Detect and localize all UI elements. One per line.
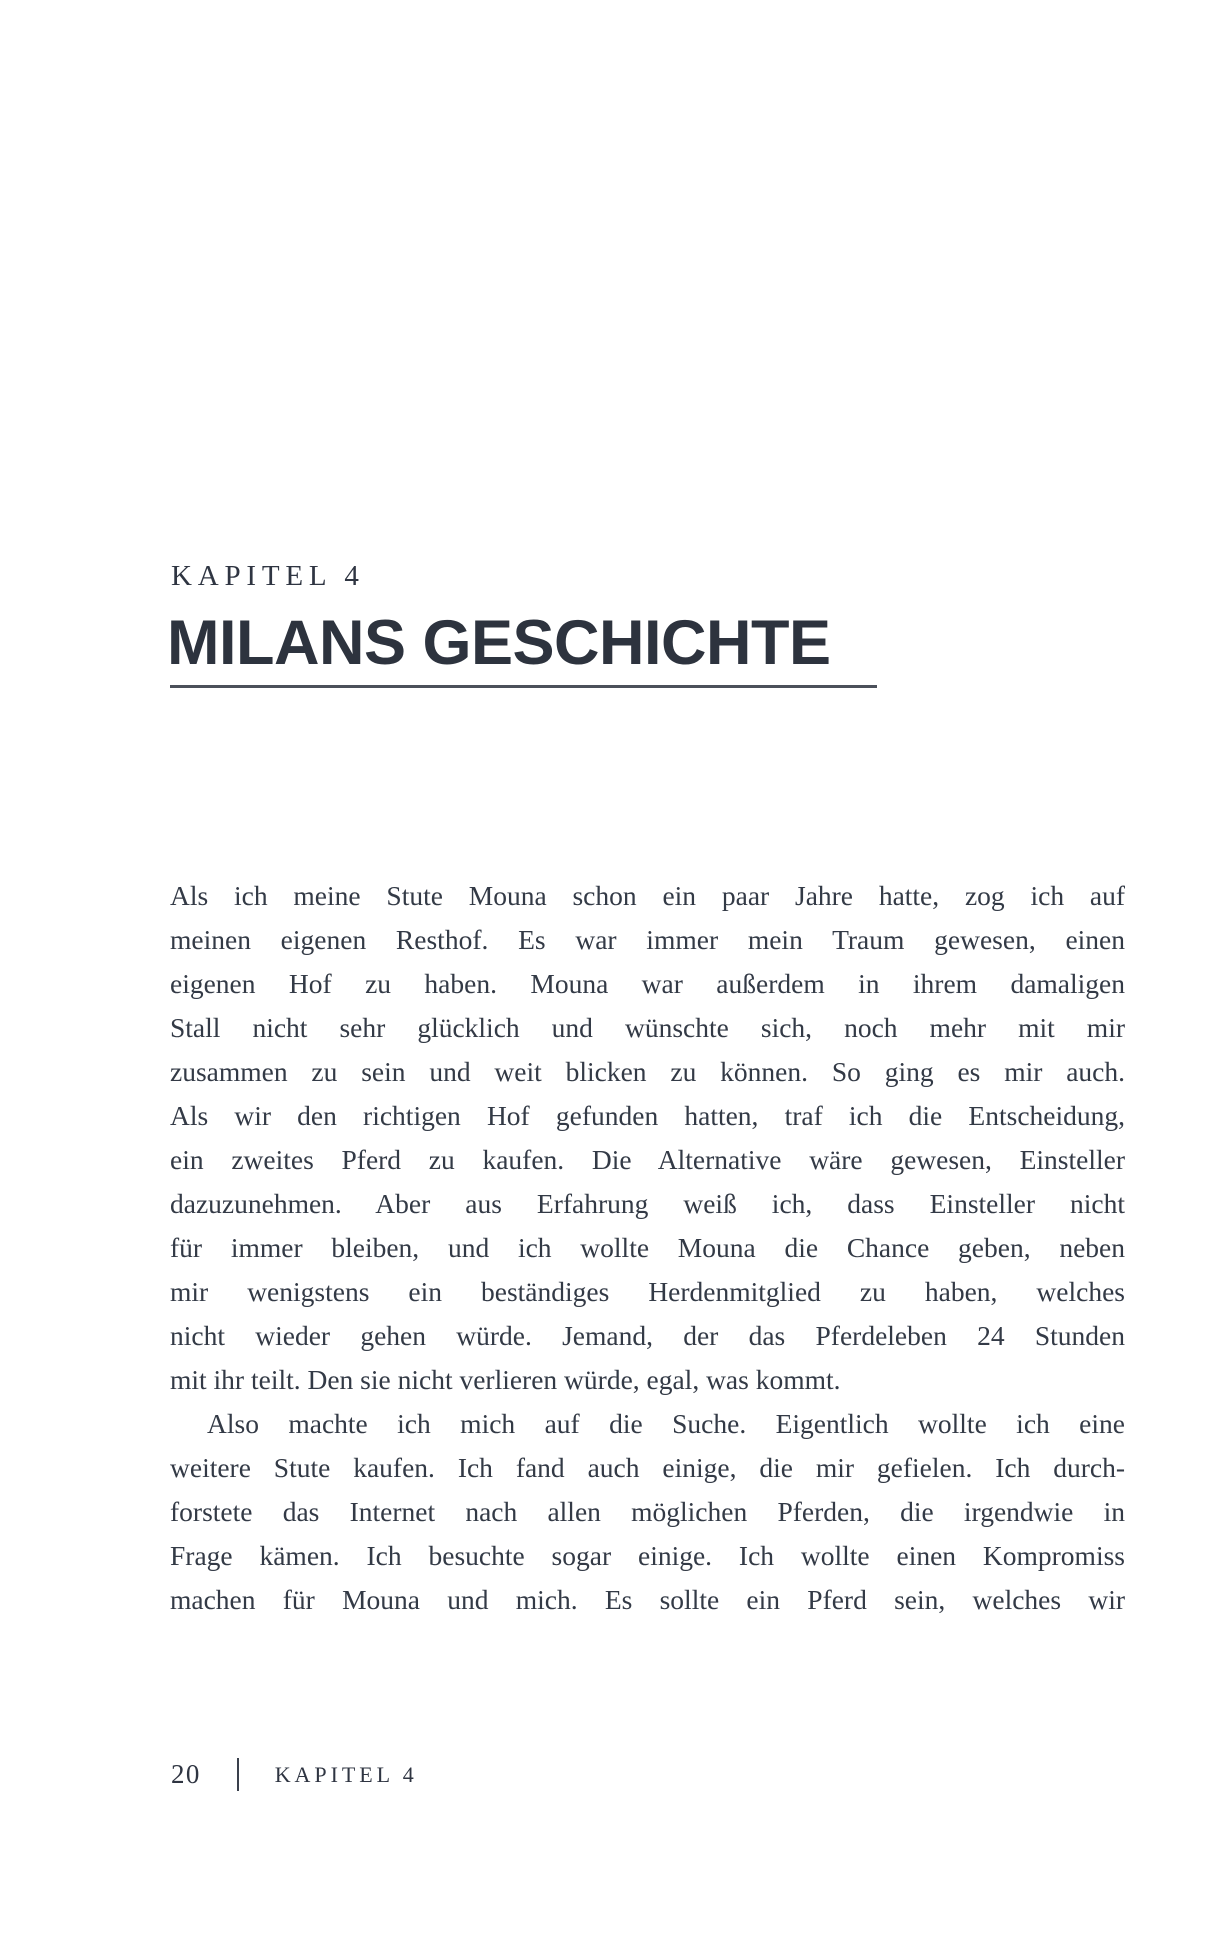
- text-line: meinen eigenen Resthof. Es war immer mein Traum gewesen, einen: [170, 924, 1125, 955]
- text-line: Frage kämen. Ich besuchte sogar einige. Ich wollte einen Kompromiss: [170, 1540, 1125, 1571]
- text-line: für immer bleiben, und ich wollte Mouna die Chance geben, neben: [170, 1232, 1125, 1263]
- text-line: dazuzunehmen. Aber aus Erfahrung weiß ich, dass Einsteller nicht: [170, 1188, 1125, 1219]
- text-line: weitere Stute kaufen. Ich fand auch einige, die mir gefielen. Ich durch-: [170, 1452, 1125, 1483]
- text-line: mir wenigstens ein beständiges Herdenmitglied zu haben, welches: [170, 1276, 1125, 1307]
- paragraph: [170, 874, 1125, 1402]
- page-footer: [171, 1758, 418, 1791]
- footer-divider: [237, 1758, 239, 1791]
- text-line: nicht wieder gehen würde. Jemand, der das Pferdeleben 24 Stunden: [170, 1320, 1125, 1351]
- title-underline: [170, 685, 877, 688]
- text-line: Stall nicht sehr glücklich und wünschte sich, noch mehr mit mir: [170, 1012, 1125, 1043]
- text-line: Als ich meine Stute Mouna schon ein paar Jahre hatte, zog ich auf: [170, 880, 1125, 911]
- chapter-kicker: KAPITEL 4: [171, 560, 365, 592]
- text-line: forstete das Internet nach allen möglichen Pferden, die irgendwie in: [170, 1496, 1125, 1527]
- text-line: mit ihr teilt. Den sie nicht verlieren würde, egal, was kommt.: [170, 1364, 841, 1395]
- text-line: machen für Mouna und mich. Es sollte ein Pferd sein, welches wir: [170, 1584, 1125, 1615]
- text-line: Also machte ich mich auf die Suche. Eigentlich wollte ich eine: [207, 1408, 1125, 1439]
- text-line: ein zweites Pferd zu kaufen. Die Alternative wäre gewesen, Einsteller: [170, 1144, 1125, 1175]
- chapter-title: MILANS GESCHICHTE: [167, 608, 831, 678]
- text-line: eigenen Hof zu haben. Mouna war außerdem in ihrem damaligen: [170, 968, 1125, 999]
- page-number: 20: [171, 1759, 201, 1789]
- footer-chapter-label: KAPITEL 4: [274, 1761, 418, 1787]
- paragraph: [170, 1402, 1125, 1622]
- text-line: zusammen zu sein und weit blicken zu können. So ging es mir auch.: [170, 1056, 1125, 1087]
- text-line: Als wir den richtigen Hof gefunden hatten, traf ich die Entscheidung,: [170, 1100, 1125, 1131]
- body-text: [170, 874, 1125, 1622]
